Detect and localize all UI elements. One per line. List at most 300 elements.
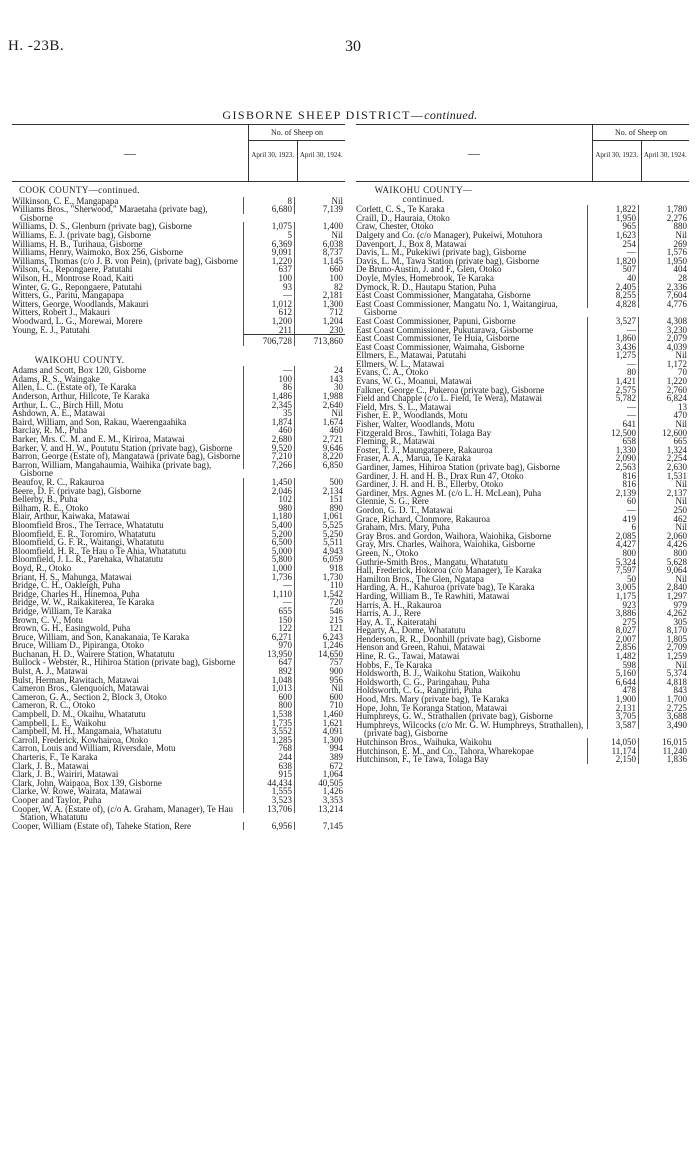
sheep-1923: 5,000 <box>243 547 294 556</box>
sheep-1924: 2,079 <box>638 334 689 343</box>
sheep-1924: 1,300 <box>294 300 345 309</box>
sheep-1924: 1,204 <box>294 317 345 326</box>
sheep-1923: — <box>587 360 638 369</box>
owner-name: Brown, G. H., Easingwold, Puha <box>12 623 131 634</box>
sheep-1923: 1,950 <box>587 214 638 223</box>
owner-name: Williams, Henry, Waimoko, Box 256, Gisborne <box>12 247 183 258</box>
sheep-1924: 1,426 <box>294 787 345 796</box>
sheep-1923: 3,005 <box>587 583 638 592</box>
sheep-1924: 880 <box>638 222 689 231</box>
owner-name: Williams, D. S., Glenburn (private bag), Gisborne <box>12 221 192 232</box>
sheep-1923: 122 <box>243 624 294 633</box>
owner-name: Hood, Mrs. Mary (private bag), Te Karaka <box>356 694 509 705</box>
sheep-1924: 100 <box>294 274 345 283</box>
table-header <box>12 125 345 182</box>
sheep-1924: 30 <box>294 383 345 392</box>
sheep-1924: 1,576 <box>638 248 689 257</box>
owner-name: Hutchinson Bros., Waihuka, Waikohu <box>356 737 492 747</box>
owner-name: East Coast Commissioner, Pukutarawa, Gisborne <box>356 324 534 335</box>
sheep-1923: 13,950 <box>243 650 294 659</box>
owner-name: Gordon, G. D. T., Matawai <box>356 504 453 515</box>
sheep-1924: 1,324 <box>638 446 689 455</box>
sheep-1923: 460 <box>243 426 294 435</box>
owner-name: Clarke, W. Rowe, Wairata, Matawai <box>12 786 142 797</box>
owner-name: Campbell, L. E., Waikohu <box>12 717 106 728</box>
sheep-1923: 1,275 <box>587 351 638 360</box>
sheep-1923: 1,623 <box>587 231 638 240</box>
sheep-1923: 6,500 <box>243 538 294 547</box>
section-heading <box>12 182 345 197</box>
sheep-1923: 7,266 <box>243 461 294 470</box>
owner-name: Campbell, M. H., Mangamaia, Whatatutu <box>12 726 162 737</box>
owner-name: East Coast Commissioner, Mangataha, Gisborne <box>356 290 531 301</box>
sheep-1924: 2,134 <box>294 487 345 496</box>
sheep-1924: 800 <box>638 549 689 558</box>
sheep-1924: 1,145 <box>294 257 345 266</box>
sheep-1923: 1,200 <box>243 317 294 326</box>
header-col-1924: April 30, 1924. <box>299 151 343 159</box>
owner-name: East Coast Commissioner, Papuni, Gisborne <box>356 315 516 326</box>
header-col-1923: April 30, 1923. <box>249 141 298 181</box>
header-no-of-sheep: No. of Sheep on <box>249 125 345 141</box>
owner-name: Bulst, Herman, Rawitach, Matawai <box>12 674 139 685</box>
sheep-1923: 9,520 <box>243 444 294 453</box>
sheep-1924: 143 <box>294 375 345 384</box>
owner-name: Field, Mrs. S. L., Matawai <box>356 401 452 412</box>
sheep-1923: 80 <box>587 368 638 377</box>
owner-name: Davis, L. M., Tawa Station (private bag), Gisborne <box>356 255 540 266</box>
sheep-1924: 500 <box>294 478 345 487</box>
owner-name: Hegarty, A., Dome, Whatatutu <box>356 625 466 636</box>
owner-name: Brown, C. V., Motu <box>12 614 83 625</box>
header-dash: — <box>468 146 480 160</box>
sheep-1923: 6,271 <box>243 633 294 642</box>
sheep-1924: 5,374 <box>638 669 689 678</box>
left-table-body <box>12 182 345 830</box>
owner-name: Williams, Thomas (c/o J. B. von Pein), (private bag), Gisborne <box>12 255 238 266</box>
owner-name: Beere, D. F. (private bag), Gisborne <box>12 485 141 496</box>
sheep-1923: 44,434 <box>243 779 294 788</box>
owner-name: Hobbs, F., Te Karaka <box>356 659 432 670</box>
page-title <box>0 108 700 123</box>
sheep-1924: 757 <box>294 658 345 667</box>
sheep-1923: 2,856 <box>587 643 638 652</box>
owner-name: Holdsworth, B. J., Waikohu Station, Waikohu <box>356 668 521 679</box>
sheep-1923: 1,048 <box>243 676 294 685</box>
sheep-1923: 2,563 <box>587 463 638 472</box>
page-number: 30 <box>345 38 361 55</box>
sheep-1924: 2,630 <box>638 463 689 472</box>
sheep-1923: — <box>587 506 638 515</box>
owner-name: Young, E. J., Patutahi <box>12 324 90 335</box>
owner-name: Humphreys, G. W., Strathallen (private bag), Gisborne <box>356 711 553 722</box>
sheep-1924: 8,170 <box>638 626 689 635</box>
owner-name: Gray Bros. and Gordon, Waihora, Waiohika, Gisborne <box>356 530 552 541</box>
sheep-1923: 6,369 <box>243 240 294 249</box>
sheep-1923: 800 <box>243 701 294 710</box>
sheep-1924: 269 <box>638 240 689 249</box>
sheep-1924: 1,950 <box>638 257 689 266</box>
sheep-1924: 5,628 <box>638 558 689 567</box>
sheep-1924: 2,709 <box>638 643 689 652</box>
sheep-1924: 28 <box>638 274 689 283</box>
sheep-1924: Nil <box>638 480 689 489</box>
sheep-1923: 2,405 <box>587 283 638 292</box>
sheep-1924: 9,064 <box>638 566 689 575</box>
owner-name: Ellmers, W. L., Matawai <box>356 358 445 369</box>
owner-name: Blair, Arthur, Kaiwaka, Matawai <box>12 511 130 522</box>
owner-name: Hay, A. T., Kaiteratahi <box>356 616 437 627</box>
sheep-1924: 7,604 <box>638 291 689 300</box>
owner-name: Barron, George (Estate of), Mangatawa (private bag), Gisborne <box>12 451 241 462</box>
owner-name: Bruce, William D., Pipiranga, Otoko <box>12 640 144 651</box>
owner-name: Henderson, R. R., Doonhill (private bag), Gisborne <box>356 633 541 644</box>
owner-name: Bridge, William, Te Karaka <box>12 605 112 616</box>
sheep-1923: 598 <box>587 661 638 670</box>
owner-name: Adams, R. S., Waingake <box>12 373 100 384</box>
owner-name: Allen, L. C. (Estate of), Te Karaka <box>12 382 137 393</box>
sheep-1924: 1,674 <box>294 418 345 427</box>
sheep-1924: 1,805 <box>638 635 689 644</box>
sheep-1923: 8,027 <box>587 626 638 635</box>
owner-name: Davenport, J., Box 8, Matawai <box>356 238 467 249</box>
sheep-1923: 1,180 <box>243 512 294 521</box>
sheep-1924: 215 <box>294 616 345 625</box>
sheep-1923: 2,345 <box>243 401 294 410</box>
sheep-1924: 672 <box>294 762 345 771</box>
owner-name: Arthur, L. C., Birch Hill, Motu <box>12 399 124 410</box>
sheep-1924: 4,039 <box>638 343 689 352</box>
owner-name: Cameron, R. C., Otoko <box>12 700 96 711</box>
owner-name: Anderson, Arthur, Hillcote, Te Karaka <box>12 391 150 402</box>
sheep-1923: 658 <box>587 437 638 446</box>
table-row <box>356 300 689 317</box>
sheep-1923: 3,527 <box>587 317 638 326</box>
owner-name: Barron, William, Mangahaumia, Waihika (private bag), Gisborne <box>12 459 212 479</box>
sheep-1923: 2,090 <box>587 454 638 463</box>
sheep-1924: 5,250 <box>294 530 345 539</box>
sheep-1923: 211 <box>243 326 294 335</box>
owner-name: Witters, G., Paritu, Mangapapa <box>12 290 124 301</box>
sheep-1924: 6,824 <box>638 394 689 403</box>
owner-name: Barker, Mrs. C. M. and E. M., Kiriroa, Matawai <box>12 434 185 445</box>
owner-name: Harris, A. J., Rere <box>356 608 421 619</box>
sheep-1924: 1,836 <box>638 755 689 764</box>
sheep-1923: 2,575 <box>587 386 638 395</box>
sheep-1923: 1,735 <box>243 719 294 728</box>
owner-name: Bulst, A. J., Matawai <box>12 666 88 677</box>
sheep-1923: 6 <box>587 523 638 532</box>
sheep-1924: 1,988 <box>294 392 345 401</box>
header-no-of-sheep: No. of Sheep on <box>593 125 689 141</box>
sheep-1924: 1,542 <box>294 590 345 599</box>
sheep-1924: 4,776 <box>638 300 689 309</box>
owner-name: Fitzgerald Bros., Tawhiti, Tolaga Bay <box>356 427 492 438</box>
owner-name: Henson and Green, Rahui, Matawai <box>356 642 485 653</box>
owner-name: Bilham, R. E., Otoko <box>12 502 89 513</box>
sheep-1924: 660 <box>294 265 345 274</box>
sheep-1923: 86 <box>243 383 294 392</box>
sheep-1923: 1,285 <box>243 736 294 745</box>
sheep-1923: 892 <box>243 667 294 676</box>
sheep-1923: 7,210 <box>243 452 294 461</box>
sheep-1923: 647 <box>243 658 294 667</box>
sheep-1923: 419 <box>587 515 638 524</box>
sheep-1923: 800 <box>587 549 638 558</box>
sheep-1924: 305 <box>638 618 689 627</box>
owner-name: Craill, D., Hauraia, Otoko <box>356 212 450 223</box>
sheep-1923: 600 <box>243 693 294 702</box>
owner-name: Holdsworth, C. G., Rangiriri, Puha <box>356 685 482 696</box>
sheep-1924: 6,059 <box>294 555 345 564</box>
sheep-1923: 5,800 <box>243 555 294 564</box>
sheep-1923: 8,255 <box>587 291 638 300</box>
sheep-1923: 638 <box>243 762 294 771</box>
sheep-1924: 460 <box>294 426 345 435</box>
owner-name: Humphreys, Wilcocks (c/o Mr. G. W. Humphreys, Strathallen), (private bag), Gisborne <box>356 719 584 739</box>
sheep-1924: 7,145 <box>294 822 345 831</box>
owner-name: Hutchinson, E. M., and Co., Tahora, Wharekopae <box>356 745 534 756</box>
owner-name: Adams and Scott, Box 120, Gisborne <box>12 365 147 376</box>
sheep-1924: 4,818 <box>638 678 689 687</box>
owner-name: Falkner, George C., Pukeroa (private bag), Gisborne <box>356 384 545 395</box>
sheep-1923: 1,860 <box>587 334 638 343</box>
sheep-1923: 3,587 <box>587 721 638 730</box>
sheep-1923: 816 <box>587 480 638 489</box>
sheep-1924: 4,308 <box>638 317 689 326</box>
sheep-1923: 655 <box>243 607 294 616</box>
owner-name: Williams, H. B., Turihaua, Gisborne <box>12 238 143 249</box>
sheep-1923: 1,538 <box>243 710 294 719</box>
sheep-1924: 14,650 <box>294 650 345 659</box>
sheep-1924: 2,336 <box>638 283 689 292</box>
total-1923: 706,728 <box>243 334 294 346</box>
section-heading <box>12 352 345 367</box>
owner-name: Clark, J. B., Wairiri, Matawai <box>12 769 119 780</box>
owner-name: Bruce, William, and Son, Kanakanaia, Te Karaka <box>12 631 190 642</box>
sheep-1923: 1,486 <box>243 392 294 401</box>
owner-name: Beaufoy, R. C., Rakauroa <box>12 477 105 487</box>
sheep-1923: 2,139 <box>587 489 638 498</box>
sheep-1924: Nil <box>294 197 345 206</box>
sheep-1923: 612 <box>243 308 294 317</box>
sheep-1924: 1,460 <box>294 710 345 719</box>
sheep-1924: 8,220 <box>294 452 345 461</box>
sheep-1923: 254 <box>587 240 638 249</box>
owner-name: Cameron, G. A., Section 2, Block 3, Otoko <box>12 691 167 702</box>
sheep-1924: 1,220 <box>638 377 689 386</box>
sheep-1924: 4,091 <box>294 727 345 736</box>
sheep-1923: 244 <box>243 753 294 762</box>
owner-name: Evans, C. A., Otoko <box>356 367 429 378</box>
sheep-1923: 3,436 <box>587 343 638 352</box>
owner-name: Wilson, G., Repongaere, Patutahi <box>12 264 133 275</box>
sheep-1924: Nil <box>638 523 689 532</box>
owner-name: Bellerby, B., Puha <box>12 494 78 505</box>
owner-name: Glennie, S. G., Rere <box>356 496 429 507</box>
owner-name: Corlett, C. S., Te Karaka <box>356 204 445 215</box>
sheep-1923: 637 <box>243 265 294 274</box>
sheep-1924: 389 <box>294 753 345 762</box>
sheep-1923: 3,523 <box>243 796 294 805</box>
sheep-1924: 2,640 <box>294 401 345 410</box>
sheep-1924: 462 <box>638 515 689 524</box>
title-main: GISBORNE SHEEP DISTRICT— <box>222 108 425 122</box>
sheep-1923: 5,160 <box>587 669 638 678</box>
sheep-1923: 93 <box>243 283 294 292</box>
table-row <box>12 805 345 822</box>
sheep-1924: 5,525 <box>294 521 345 530</box>
sheep-1924: 250 <box>638 506 689 515</box>
county-heading: COOK COUNTY—continued. <box>19 185 140 195</box>
owner-name: Cooper, W. A. (Estate of), (c/o A. Graham, Manager), Te Hau Station, Whatatutu <box>12 803 234 823</box>
sheep-1924: 1,700 <box>638 695 689 704</box>
sheep-1924: Nil <box>638 497 689 506</box>
owner-name: Hamilton Bros., The Glen, Ngatapa <box>356 573 485 584</box>
county-heading: WAIKOHU COUNTY—continued. <box>374 185 473 204</box>
sheep-1923: 2,150 <box>587 755 638 764</box>
sheep-1923: 40 <box>587 274 638 283</box>
sheep-1924: 2,840 <box>638 583 689 592</box>
owner-name: Fisher, Walter, Woodlands, Motu <box>356 419 475 430</box>
sheep-1923: 6,680 <box>243 205 294 214</box>
sheep-1923: 6,956 <box>243 822 294 831</box>
owner-name: Davis, L. M., Pukekiwi (private bag), Gisborne <box>356 247 527 258</box>
section-heading <box>356 182 689 205</box>
owner-name: Foster, T. J., Maungatapere, Rakauroa <box>356 444 493 455</box>
owner-name: Clark, John, Waipaoa, Box 139, Gisborne <box>12 777 162 788</box>
sheep-1923: 5,200 <box>243 530 294 539</box>
owner-name: Fisher, E. P., Woodlands, Motu <box>356 410 468 421</box>
sheep-1923: 1,874 <box>243 418 294 427</box>
sheep-1924: Nil <box>294 409 345 418</box>
sheep-1924: 1,780 <box>638 205 689 214</box>
header-col-1924: April 30, 1924. <box>643 151 687 159</box>
sheep-1923: 8 <box>243 197 294 206</box>
sheep-1924: 9,646 <box>294 444 345 453</box>
owner-name: Carron, Louis and William, Riversdale, Motu <box>12 743 176 754</box>
owner-name: Briant, H. S., Mahunga, Matawai <box>12 571 132 582</box>
sheep-1924: 710 <box>294 701 345 710</box>
sheep-1923: 4,427 <box>587 540 638 549</box>
sheep-1923: 12,500 <box>587 429 638 438</box>
owner-name: Bridge, C. H., Oakleigh, Puha <box>12 580 121 591</box>
owner-name: Hine, R. G., Tawai, Matawai <box>356 651 460 662</box>
owner-name: Bloomfield, J. L. R., Parehaka, Whatatutu <box>12 554 164 565</box>
sheep-1923: 1,110 <box>243 590 294 599</box>
sheep-1924: 1,621 <box>294 719 345 728</box>
sheep-1923: 923 <box>587 601 638 610</box>
sheep-1924: 4,426 <box>638 540 689 549</box>
owner-name: Green, N., Otoko <box>356 547 419 558</box>
owner-name: Baird, William, and Son, Rakau, Waerengaahika <box>12 416 187 427</box>
owner-name: Hall, Frederick, Hokoroa (c/o Manager), Te Karaka <box>356 565 542 576</box>
sheep-1923: 100 <box>243 375 294 384</box>
owner-name: Fleming, R., Matawai <box>356 436 435 447</box>
table-row <box>12 461 345 478</box>
sheep-1924: 1,061 <box>294 512 345 521</box>
sheep-1924: 6,850 <box>294 461 345 470</box>
sheep-1923: — <box>243 598 294 607</box>
sheep-1924: 3,353 <box>294 796 345 805</box>
sheep-1924: 1,172 <box>638 360 689 369</box>
owner-name: Boyd, R., Otoko <box>12 562 72 573</box>
sheep-1924: Nil <box>294 231 345 240</box>
owner-name: Campbell, D. M., Okaihu, Whatatutu <box>12 709 146 720</box>
sheep-1923: 102 <box>243 495 294 504</box>
sheep-1924: 1,400 <box>294 222 345 231</box>
owner-name: Cameron Bros., Glenquoich, Matawai <box>12 683 149 694</box>
sheep-1923: 5,400 <box>243 521 294 530</box>
sheep-1924: 6,038 <box>294 240 345 249</box>
sheep-1923: 4,828 <box>587 300 638 309</box>
sheep-1924: 1,246 <box>294 641 345 650</box>
owner-name: Buchanan, H. D., Wairere Station, Whatatutu <box>12 648 175 659</box>
sheep-1923: 1,220 <box>243 257 294 266</box>
header-dash: — <box>124 146 136 160</box>
sheep-1923: 1,012 <box>243 300 294 309</box>
sheep-1923: 1,736 <box>243 573 294 582</box>
owner-name: Cooper, William (Estate of), Taheke Station, Rere <box>12 820 192 831</box>
owner-name: Gardiner, Mrs. Agnes M. (c/o L. H. McLean), Puha <box>356 487 542 498</box>
owner-name: De Bruno-Austin, J. and F., Glen, Otoko <box>356 264 502 275</box>
sheep-1924: 70 <box>638 368 689 377</box>
sheep-1924: 720 <box>294 598 345 607</box>
total-row <box>12 334 345 346</box>
sheep-1923: 1,450 <box>243 478 294 487</box>
header-col-1923: April 30, 1923. <box>593 141 642 181</box>
sheep-1923: 970 <box>243 641 294 650</box>
sheep-1923: 150 <box>243 616 294 625</box>
owner-name: Bloomfield, G. F. R., Waitangi, Whatatutu <box>12 537 164 548</box>
sheep-1924: 2,060 <box>638 532 689 541</box>
sheep-1924: 979 <box>638 601 689 610</box>
sheep-1924: 2,137 <box>638 489 689 498</box>
owner-name: Doyle, Myles, Homebrook, Te Karaka <box>356 272 494 283</box>
sheep-1924: 1,064 <box>294 770 345 779</box>
sheep-1924: 3,688 <box>638 712 689 721</box>
owner-name: East Coast Commissioner, Te Huia, Gisborne <box>356 333 520 344</box>
sheep-1923: 1,822 <box>587 205 638 214</box>
sheep-1924: 2,276 <box>638 214 689 223</box>
sheep-1923: 3,552 <box>243 727 294 736</box>
owner-name: Charteris, F., Te Karaka <box>12 752 98 762</box>
table-row <box>356 721 689 738</box>
owner-name: East Coast Commissioner, Waimaha, Gisborne <box>356 341 525 352</box>
owner-name: Evans, W. G., Moanui, Matawai <box>356 376 472 387</box>
sheep-1924: 8,737 <box>294 248 345 257</box>
sheep-1924: 2,181 <box>294 291 345 300</box>
owner-name: Winter, G. G., Repongaere, Patutahi <box>12 281 142 292</box>
sheep-1923: 641 <box>587 420 638 429</box>
right-table-body <box>356 182 689 764</box>
sheep-1923: 2,007 <box>587 635 638 644</box>
sheep-1923: 2,680 <box>243 435 294 444</box>
owner-name: Bridge, W. W., Raikakiterea, Te Karaka <box>12 597 155 608</box>
sheep-1923: 50 <box>587 575 638 584</box>
owner-name: Fraser, A. A., Marua, Te Karaka <box>356 453 471 464</box>
owner-name: Gardiner, James, Hihiroa Station (private bag), Gisborne <box>356 462 560 472</box>
sheep-1924: 2,760 <box>638 386 689 395</box>
sheep-1923: 1,482 <box>587 652 638 661</box>
sheep-1924: 1,300 <box>294 736 345 745</box>
sheep-1924: 13,214 <box>294 805 345 814</box>
sheep-1923: 1,555 <box>243 787 294 796</box>
sheep-1923: 1,175 <box>587 592 638 601</box>
sheep-1923: 816 <box>587 472 638 481</box>
owner-name: Holdsworth, C. G., Paringahau, Puha <box>356 676 490 687</box>
sheep-1923: 3,886 <box>587 609 638 618</box>
